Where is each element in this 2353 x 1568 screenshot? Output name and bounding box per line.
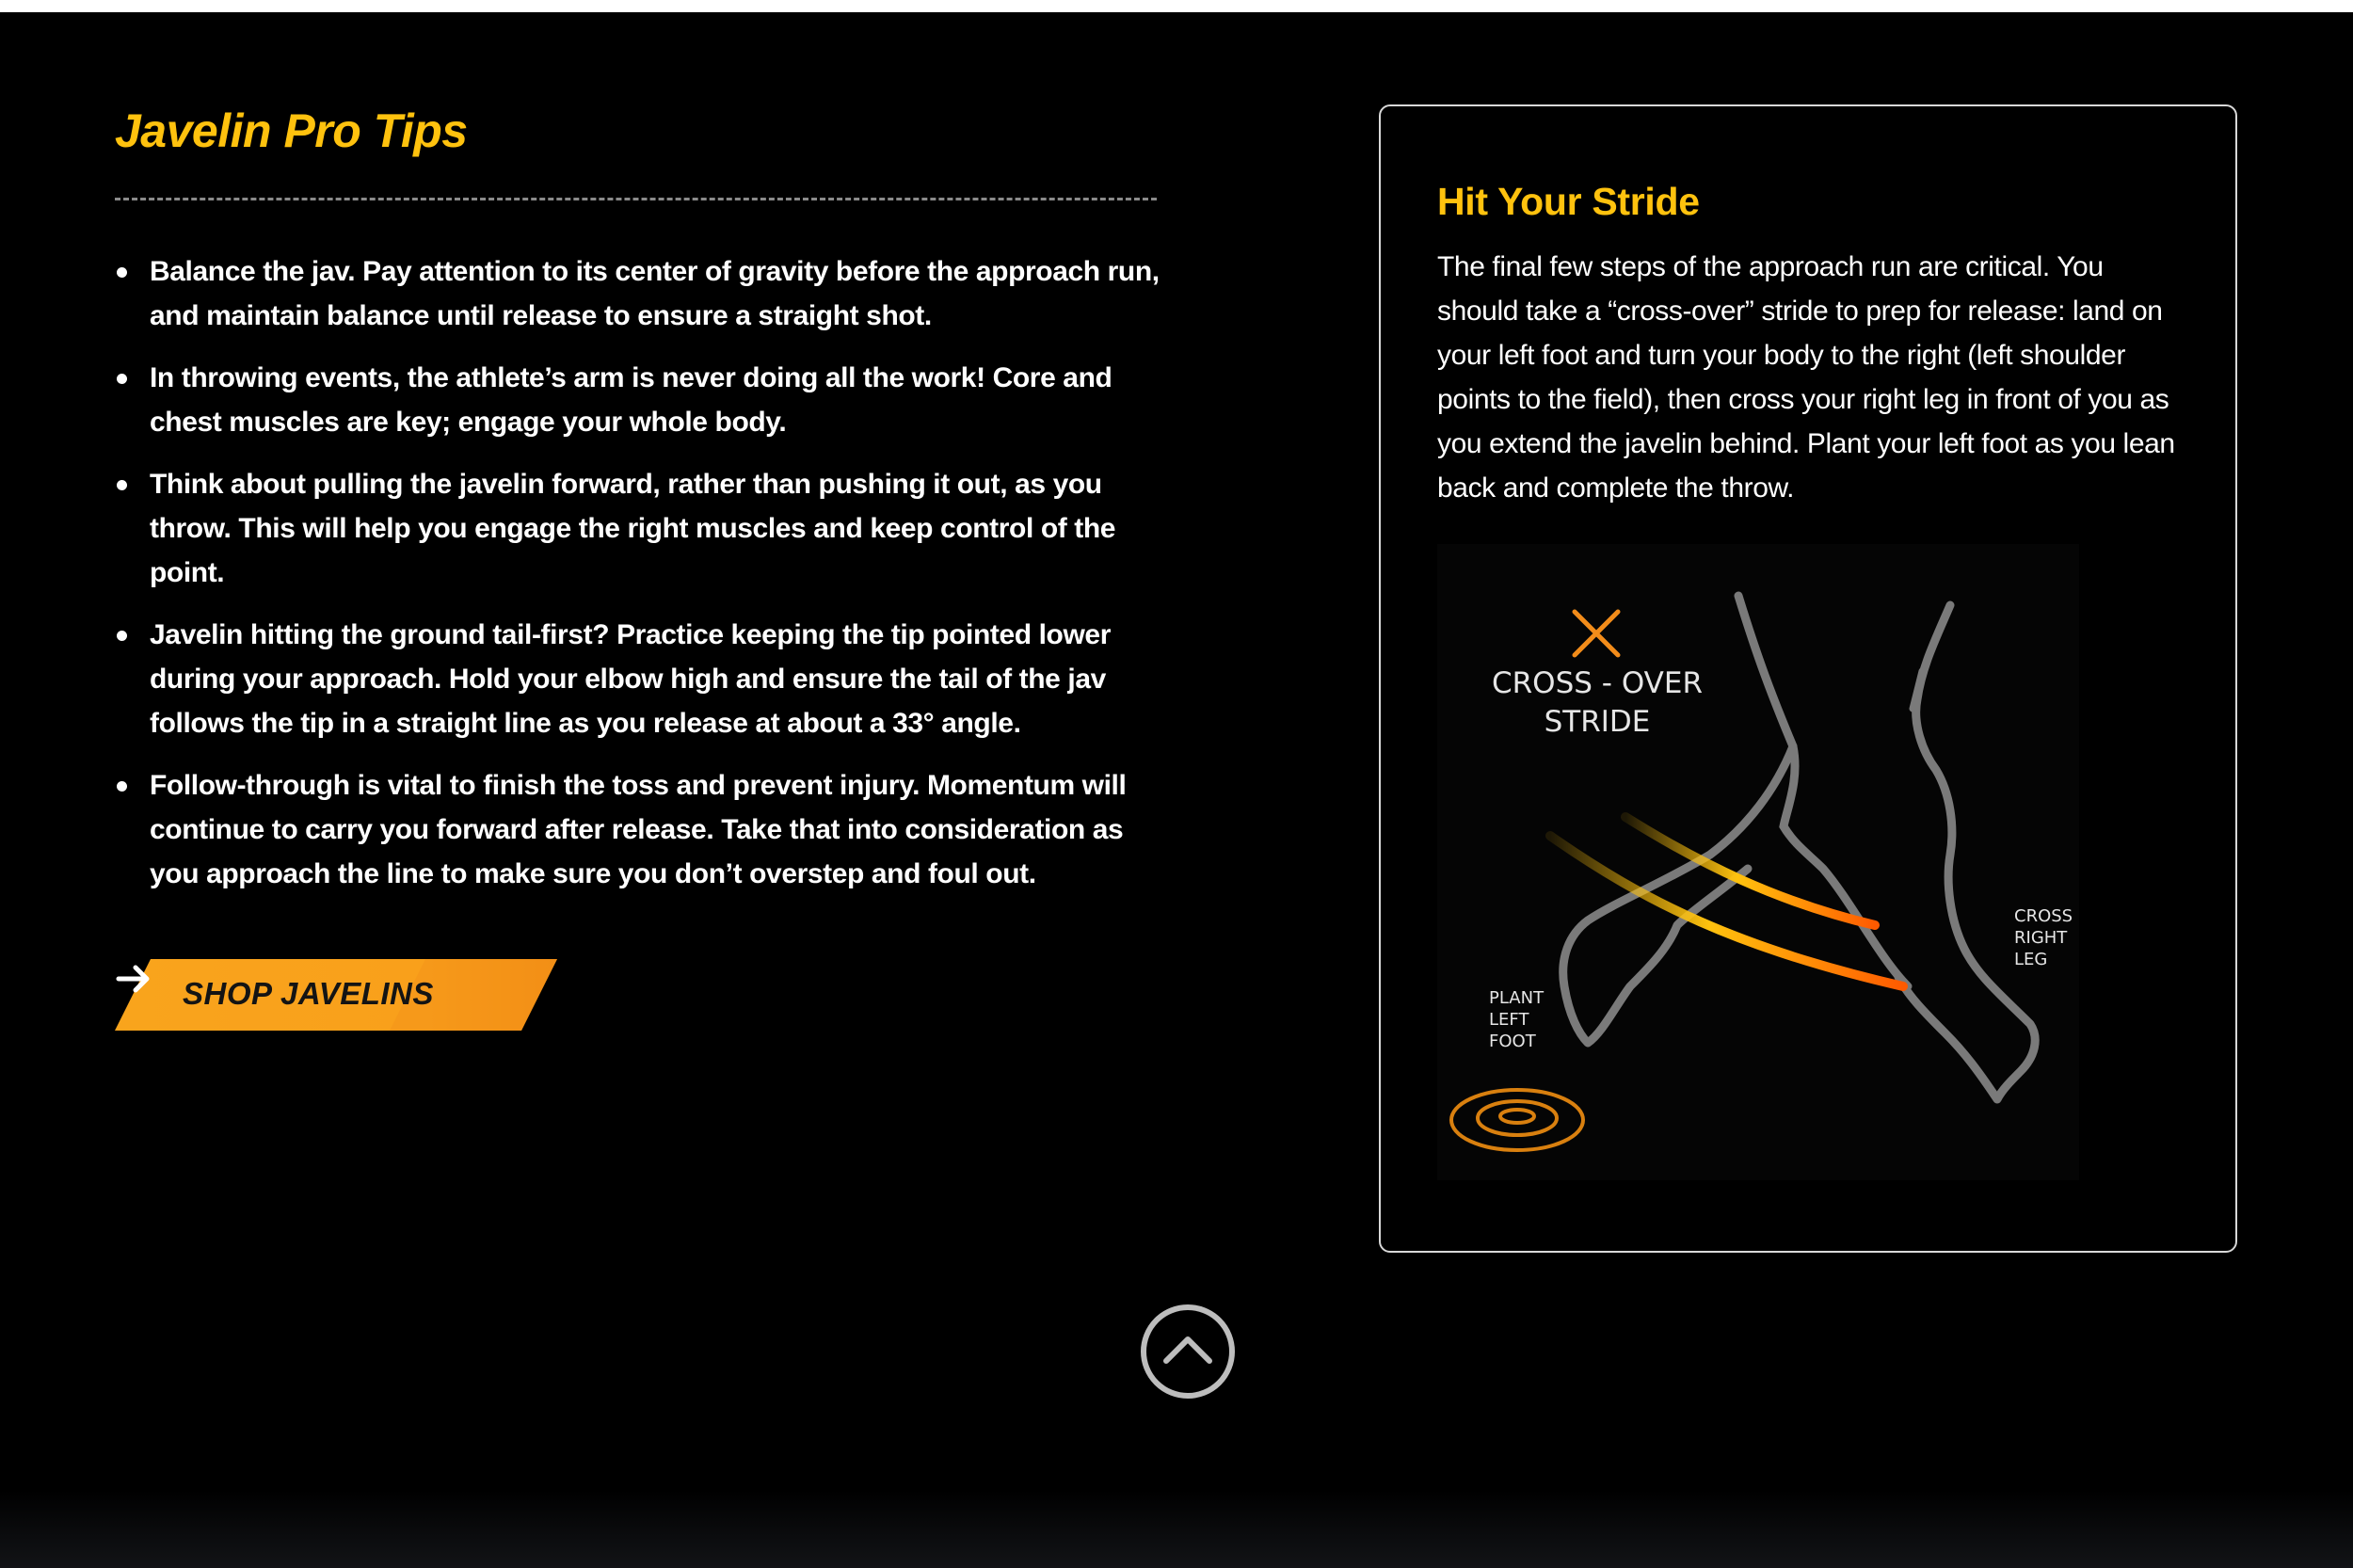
bullet-icon (117, 267, 127, 278)
tip-item (115, 249, 1169, 338)
shop-javelins-button[interactable] (115, 959, 557, 1031)
bullet-icon (117, 374, 127, 384)
stride-card (1379, 104, 2237, 1253)
cross-right-leg-label (2014, 905, 2073, 970)
bullet-icon (117, 631, 127, 641)
label-line: LEG (2014, 950, 2048, 969)
tip-item (115, 356, 1169, 444)
label-line: PLANT (1489, 988, 1545, 1008)
scroll-to-top-button[interactable] (1140, 1304, 1236, 1400)
tip-text: Balance the jav. Pay attention to its center of gravity before the approach run, and maintain balance until release to ensure a straight shot. (150, 256, 1160, 331)
page-content (0, 12, 2353, 1568)
label-line: CROSS (2014, 906, 2073, 926)
tip-text: Think about pulling the javelin forward, rather than pushing it out, as you throw. This will help you engage the right muscles and keep control of the point. (150, 469, 1116, 588)
chevron-up-circle-icon (1140, 1304, 1236, 1400)
diagram-title (1475, 664, 1720, 742)
tips-list (115, 249, 1169, 914)
tip-text: Javelin hitting the ground tail-first? Practice keeping the tip pointed lower during your approach. Hold your elbow high and ensure the tail of the jav follows the tip in a straight line as you release at about a 33° angle. (150, 619, 1111, 739)
top-strip (0, 0, 2353, 12)
shop-button-label: SHOP JAVELINS (183, 976, 434, 1011)
stride-illustration (1437, 544, 2079, 1180)
tip-item (115, 462, 1169, 595)
diagram-title-line: CROSS - OVER (1491, 666, 1704, 700)
label-line: RIGHT (2014, 928, 2068, 948)
dashed-divider (115, 198, 1157, 200)
bullet-icon (117, 480, 127, 490)
cross-over-stride-diagram (1437, 544, 2079, 1180)
bullet-icon (117, 781, 127, 792)
arrow-right-icon (115, 959, 154, 999)
plant-left-foot-label (1489, 987, 1544, 1052)
tip-text: In throwing events, the athlete’s arm is never doing all the work! Core and chest muscles are key; engage your whole body. (150, 362, 1112, 438)
tip-item (115, 613, 1169, 745)
stride-body: The final few steps of the approach run are critical. You should take a “cross-over” stride to prep for release: land on your left foot and turn your body to the right (left shoulder points to the field), then cross your right leg in front of you as you extend the javelin behind. Plant your left foot as you lean back and complete the throw. (1437, 251, 2175, 504)
diagram-title-line: STRIDE (1544, 705, 1651, 739)
label-line: FOOT (1489, 1032, 1536, 1051)
tips-title: Javelin Pro Tips (115, 104, 468, 157)
stride-heading: Hit Your Stride (1437, 180, 1700, 223)
label-line: LEFT (1489, 1010, 1529, 1030)
tip-text: Follow-through is vital to finish the toss and prevent injury. Momentum will continue to carry you forward after release. Take that into consideration as you approach the line to make sure you don’t overstep and foul out. (150, 770, 1127, 889)
tip-item (115, 763, 1169, 896)
footer-backdrop (0, 1490, 2353, 1568)
